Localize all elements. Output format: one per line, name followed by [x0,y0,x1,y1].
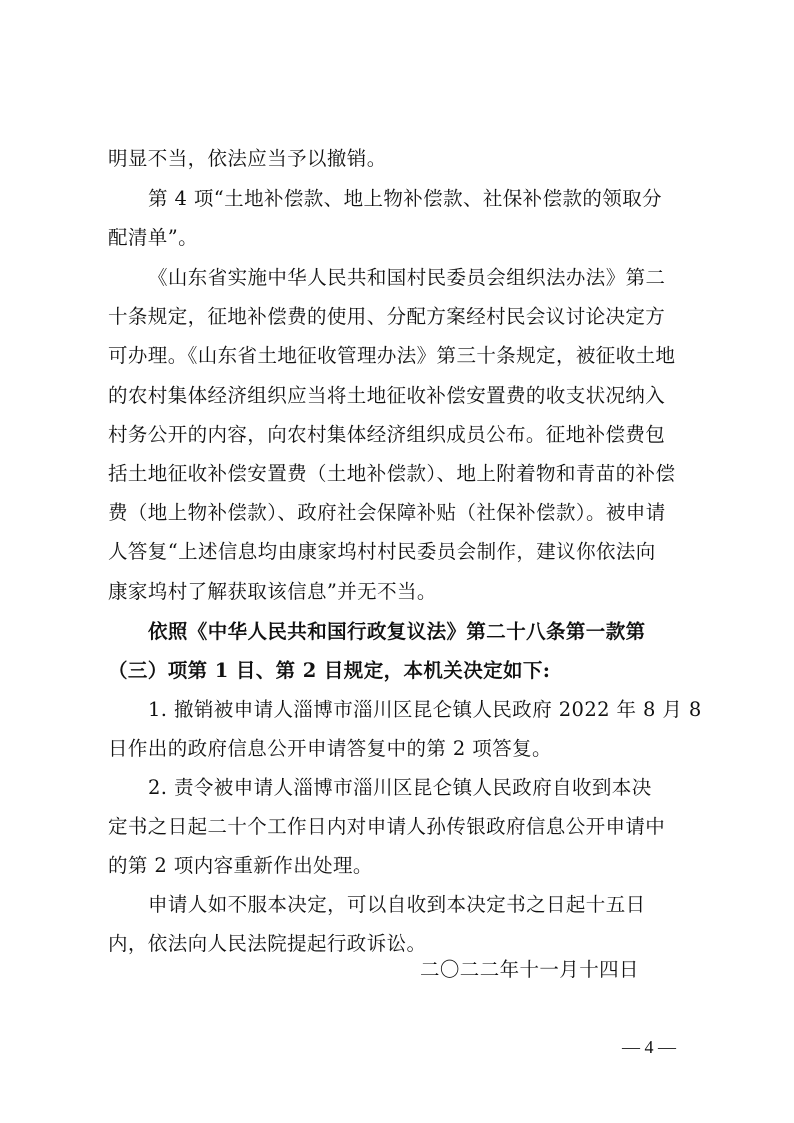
document-date: 二〇二二年十一月十四日 [420,958,639,981]
paragraph-line: 可办理。《山东省土地征收管理办法》第三十条规定，被征收土地 [108,344,676,367]
paragraph-line: 人答复“上述信息均由康家坞村村民委员会制作，建议你依法向 [108,540,656,563]
decision-item-line: 1. 撤销被申请人淄博市淄川区昆仑镇人民政府 2022 年 8 月 8 [148,698,702,721]
paragraph-line: 内，依法向人民法院提起行政诉讼。 [108,932,427,955]
decision-heading-line: 依照《中华人民共和国行政复议法》第二十八条第一款第 [148,620,646,643]
page-number: — 4 — [622,1037,676,1057]
paragraph-line: 申请人如不服本决定，可以自收到本决定书之日起十五日 [148,893,646,916]
paragraph-line: 括土地征收补偿安置费（土地补偿款）、地上附着物和青苗的补偿 [108,462,676,485]
paragraph-line: 康家坞村了解获取该信息”并无不当。 [108,580,437,603]
paragraph-line: 《山东省实施中华人民共和国村民委员会组织法办法》第二 [148,266,666,289]
paragraph-line: 第 4 项“土地补偿款、地上物补偿款、社保补偿款的领取分 [148,187,662,210]
paragraph-line: 配清单”。 [108,226,198,249]
paragraph-line: 村务公开的内容，向农村集体经济组织成员公布。征地补偿费包 [108,423,666,446]
paragraph-line: 费（地上物补偿款）、政府社会保障补贴（社保补偿款）。被申请 [108,501,666,524]
decision-item-line: 定书之日起二十个工作日内对申请人孙传银政府信息公开申请中 [108,815,666,838]
decision-item-line: 的第 2 项内容重新作出处理。 [108,854,373,877]
decision-item-line: 日作出的政府信息公开申请答复中的第 2 项答复。 [108,737,552,760]
paragraph-line: 明显不当，依法应当予以撤销。 [108,147,387,170]
decision-heading-line: （三）项第 1 目、第 2 目规定，本机关决定如下: [108,659,551,682]
decision-item-line: 2. 责令被申请人淄博市淄川区昆仑镇人民政府自收到本决 [148,776,652,799]
paragraph-line: 十条规定，征地补偿费的使用、分配方案经村民会议讨论决定方 [108,305,666,328]
paragraph-line: 的农村集体经济组织应当将土地征收补偿安置费的收支状况纳入 [108,384,666,407]
